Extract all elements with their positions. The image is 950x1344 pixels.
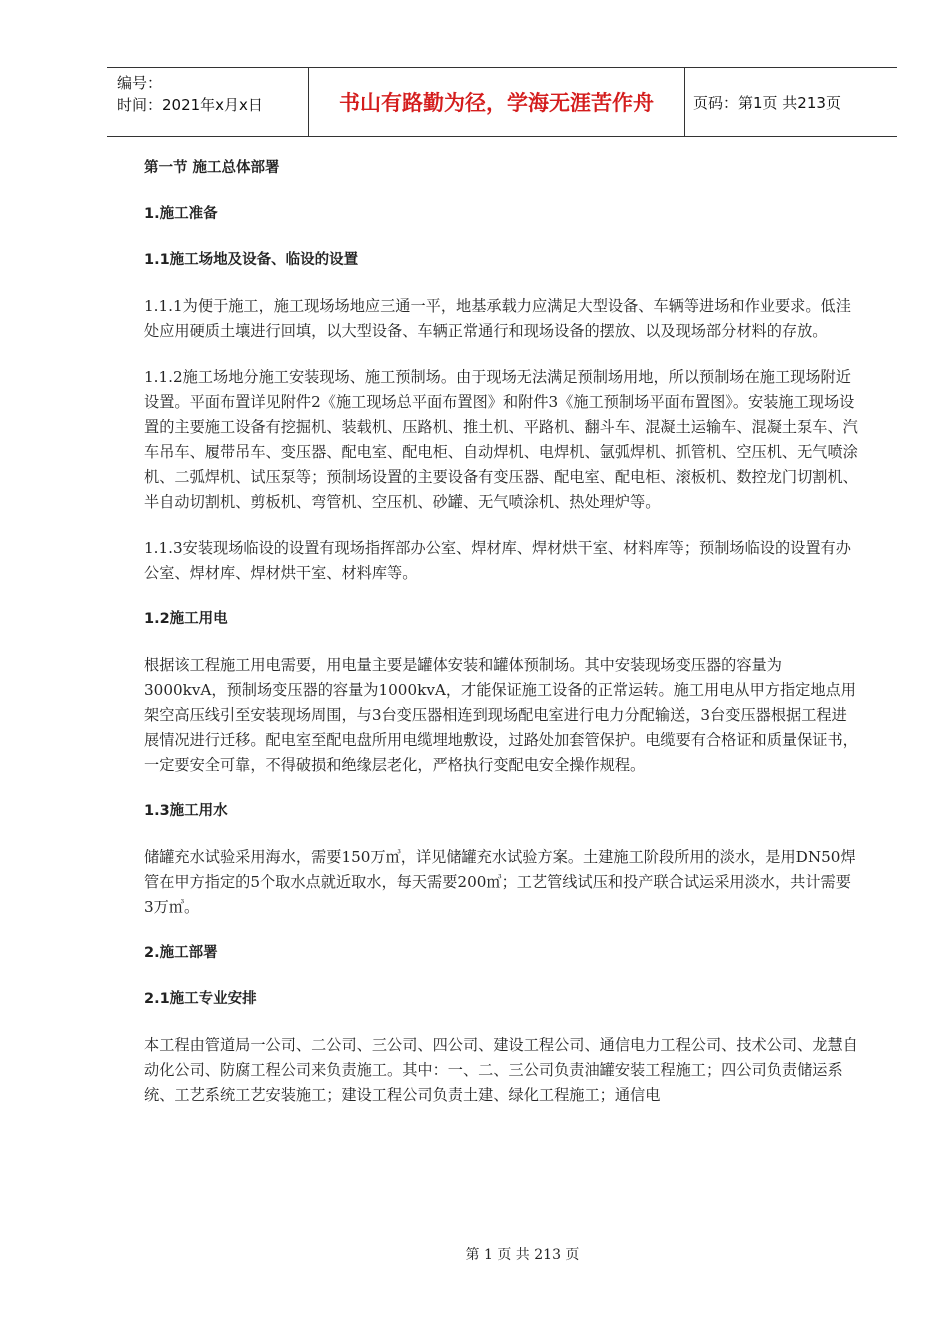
header-info-cell (107, 68, 309, 136)
header-page-number: 页码：第1页 共213页 (693, 93, 841, 112)
header-motto: 书山有路勤为径，学海无涯苦作舟 (309, 68, 685, 136)
paragraph-power-supply: 根据该工程施工用电需要，用电量主要是罐体安装和罐体预制场。其中安装现场变压器的容量为3000kvA，预制场变压器的容量为1000kvA，才能保证施工设备的正常运转。施工用电从甲方指定地点用架空高压线引至安装现场周围，与3台变压器相连到现场配电室进行电力分配输送，3台变压器根据工程进展情况进行迁移。配电室至配电盘所用电缆埋地敷设，过路处加套管保护。电缆要有合格证和质量保证书，一定要安全可靠，不得破损和绝缘层老化，严格执行变配电安全操作规程。 (144, 656, 858, 774)
document-date-label: 时间：2021年x月x日 (117, 96, 263, 114)
heading-power-supply: 1.2施工用电 (144, 611, 228, 627)
page-header (107, 67, 897, 137)
document-body (144, 156, 859, 1129)
paragraph-water-supply: 储罐充水试验采用海水，需要150万㎥，详见储罐充水试验方案。土建施工阶段所用的淡水，是用DN50焊管在甲方指定的5个取水点就近取水，每天需要200㎥；工艺管线试压和投产联合试运采用淡水，共计需要3万㎥。 (144, 848, 856, 916)
heading-water-supply: 1.3施工用水 (144, 803, 228, 819)
document-number-label: 编号： (117, 74, 163, 92)
heading-deployment: 2.施工部署 (144, 945, 218, 961)
section-title: 第一节 施工总体部署 (144, 160, 280, 176)
page-footer: 第 1 页 共 213 页 (465, 1247, 580, 1263)
heading-site-setup: 1.1施工场地及设备、临设的设置 (144, 252, 359, 268)
paragraph-specialty-arrangement: 本工程由管道局一公司、二公司、三公司、四公司、建设工程公司、通信电力工程公司、技术公司、龙慧自动化公司、防腐工程公司来负责施工。其中：一、二、三公司负责油罐安装工程施工；四公司负责储运系统、工艺系统工艺安装施工；建设工程公司负责土建、绿化工程施工；通信电 (144, 1036, 858, 1104)
heading-specialty-arrangement: 2.1施工专业安排 (144, 991, 257, 1007)
paragraph-1-1-2: 1.1.2施工场地分施工安装现场、施工预制场。由于现场无法满足预制场用地，所以预制场在施工现场附近设置。平面布置详见附件2《施工现场总平面布置图》和附件3《施工预制场平面布置图》。安装施工现场设置的主要施工设备有挖掘机、装载机、压路机、推土机、平路机、翻斗车、混凝土运输车、混凝土泵车、汽车吊车、履带吊车、变压器、配电室、配电柜、自动焊机、电焊机、氩弧焊机、抓管机、空压机、无气喷涂机、二弧焊机、试压泵等；预制场设置的主要设备有变压器、配电室、配电柜、滚板机、数控龙门切割机、半自动切割机、剪板机、弯管机、空压机、砂罐、无气喷涂机、热处理炉等。 (144, 368, 858, 511)
heading-construction-preparation: 1.施工准备 (144, 206, 218, 222)
paragraph-1-1-3: 1.1.3安装现场临设的设置有现场指挥部办公室、焊材库、焊材烘干室、材料库等；预制场临设的设置有办公室、焊材库、焊材烘干室、材料库等。 (144, 539, 851, 582)
paragraph-1-1-1: 1.1.1为便于施工，施工现场场地应三通一平，地基承载力应满足大型设备、车辆等进场和作业要求。低洼处应用硬质土壤进行回填，以大型设备、车辆正常通行和现场设备的摆放、以及现场部分材料的存放。 (144, 297, 851, 340)
